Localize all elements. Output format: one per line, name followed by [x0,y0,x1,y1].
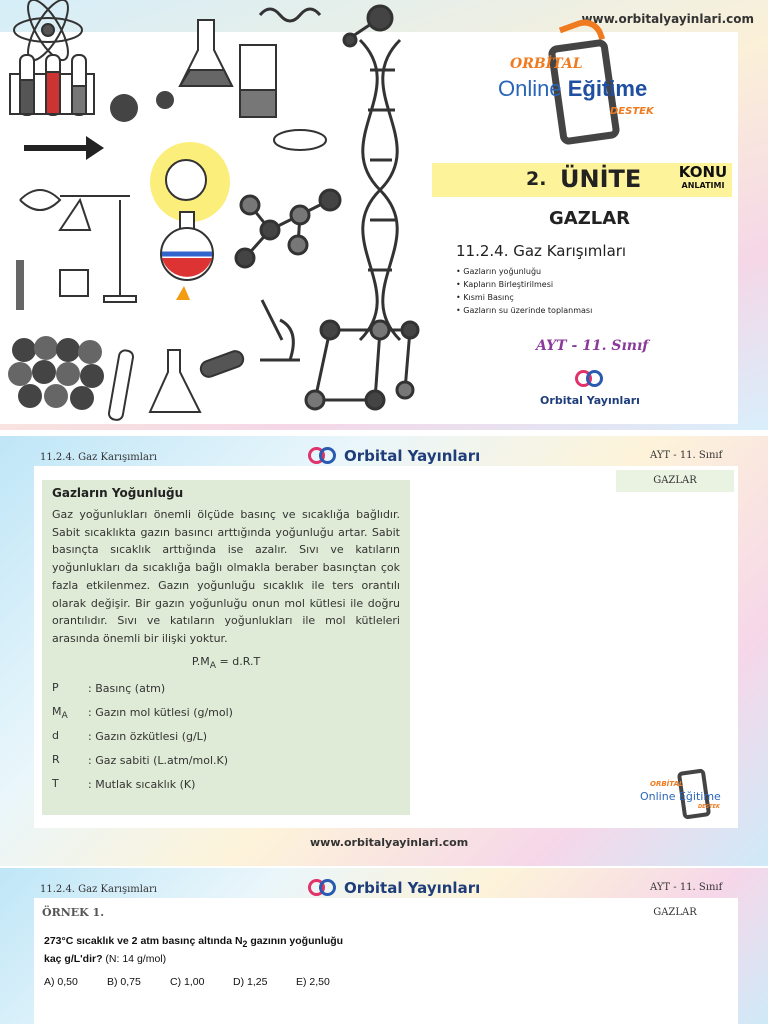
question-part: 273°C sıcaklık ve 2 atm basınç altında N [44,935,243,947]
distillation-stand-icon [20,190,136,310]
beaker-icon [240,45,276,117]
content-slide [0,436,768,866]
legend-description: : Gazın özkütlesi (g/L) [88,730,208,744]
round-flask-icon [150,142,230,300]
topic-item: • Gazların yoğunluğu [456,265,592,278]
topic-item: • Kısmi Basınç [456,291,592,304]
question-sub: 2 [242,939,248,950]
choice-b[interactable]: B) 0,75 [107,976,141,988]
question-part: gazının yoğunluğu kaç g/L'dir? [44,935,344,966]
legend-description: : Basınç (atm) [88,682,166,696]
example-slide [0,868,768,1024]
answer-choices [44,976,359,988]
erlenmeyer-icon [150,350,200,412]
logo-egitime-word: Eğitime [567,76,648,101]
legend-row [52,773,400,797]
unit-tab: GAZLAR [616,470,734,492]
section-label: 11.2.4. Gaz Karışımları [40,452,157,463]
logo-online-word: Online [498,76,562,101]
molecule-icon [344,6,392,46]
website-url[interactable]: www.orbitalyayinlari.com [581,12,754,26]
content-title: Gazların Yoğunluğu [52,486,184,500]
legend-row [52,701,400,725]
orbital-logo-icon [575,368,605,390]
publisher-name: Orbital Yayınları [344,447,481,465]
content-paragraph: Gaz yoğunlukları önemli ölçüde basınç ve sıcaklığa bağlıdır. Sabit sıcaklıkta gazın basıncı arttığında yoğunluğu artar. Sabit basınçta sıcaklık arttığında ise azalır. Sıvı ve katıların yoğunlukları da sıcaklığa bağlı olmakla beraber basınçtan çok fazla etkilenmez. Gazın yoğunluğu sıcaklık ile ters orantılı olarak değişir. Bir gazın yoğunluğu onun mol kütlesi ile doğru orantılıdır. Sıvı ve katıların yoğunlukları ile mol kütleleri arasında önemli bir ilişki yoktur. [52,508,400,645]
orbital-logo-icon [308,877,338,899]
microscope-icon [260,300,300,360]
legend-symbol: R [52,752,60,766]
website-url[interactable]: www.orbitalyayinlari.com [310,836,469,849]
section-label: 11.2.4. Gaz Karışımları [40,884,157,895]
legend-description: : Gazın mol kütlesi (g/mol) [88,706,233,720]
question-note: (N: 14 g/mol) [102,953,167,966]
test-tube-rack-icon [10,55,94,115]
header-publisher-logo [308,444,480,468]
legend-symbol: d [52,728,59,742]
grade-label: AYT - 11. Sınıf [650,882,723,893]
formula [52,655,400,671]
orbital-logo-icon [308,445,338,467]
publisher-name: Orbital Yayınları [540,394,640,407]
grade-label: AYT - 11. Sınıf [650,450,723,461]
legend-description: : Gaz sabiti (L.atm/mol.K) [88,754,229,768]
header-publisher-logo [308,876,480,900]
unite-banner [432,163,732,197]
question-text [44,934,344,967]
choice-c[interactable]: C) 1,00 [170,976,205,988]
dna-helix-icon [360,40,400,340]
choice-a[interactable]: A) 0,50 [44,976,78,988]
legend-row [52,725,400,749]
logo-destek-text: DESTEK [610,106,654,117]
cube-molecule-icon [306,321,418,409]
ball-icon [110,94,138,122]
konu-text: KONU [678,163,728,181]
grade-label: AYT - 11. Sınıf [536,338,649,354]
online-egitime-destek-logo [640,766,730,826]
legend-symbol: $M_A$ [52,704,68,721]
unit-title: GAZLAR [549,208,631,229]
legend-description: : Mutlak sıcaklık (K) [88,778,196,792]
particle-cluster-icon [8,336,104,410]
flask-icon [180,20,232,86]
example-label: ÖRNEK 1. [42,906,105,919]
spring-icon [260,9,320,21]
content-box [42,480,410,815]
capsule-icon [199,349,246,379]
anlatimi-text: ANLATIMI [681,181,725,190]
logo-online-text [498,76,647,102]
legend-symbol: T [52,776,59,790]
konu-anlatimi-badge [674,163,732,197]
topic-list [456,265,592,317]
unit-tab: GAZLAR [616,902,734,924]
formula-right: = d.R.T [216,654,261,668]
petri-dish-icon [274,130,326,150]
subtopic-title: 11.2.4. Gaz Karışımları [456,242,627,260]
test-tube-icon [108,349,134,420]
orbital-yayinlari-logo [540,368,640,418]
cover-slide [0,0,768,430]
topic-item: • Gazların su üzerinde toplanması [456,304,592,317]
logo-orbital-text: ORBİTAL [650,780,684,788]
topic-item: • Kapların Birleştirilmesi [456,278,592,291]
choice-e[interactable]: E) 2,50 [296,976,330,988]
legend-symbol: P [52,680,59,694]
logo-orbital-text: ORBİTAL [510,56,583,72]
legend-row [52,749,400,773]
chemistry-illustration [0,0,430,430]
legend-row [52,677,400,701]
choice-d[interactable]: D) 1,25 [233,976,268,988]
unite-label: ÜNİTE [560,165,642,193]
formula-left: P.M [191,654,210,668]
logo-destek-text: DESTEK [698,804,720,810]
logo-online-text: Online Eğitime [640,790,721,803]
formula-sub: A [209,659,217,671]
molecule-chain-icon [236,190,340,267]
online-egitime-destek-logo [492,20,692,160]
unite-number: 2. [526,168,547,190]
publisher-name: Orbital Yayınları [344,879,481,897]
